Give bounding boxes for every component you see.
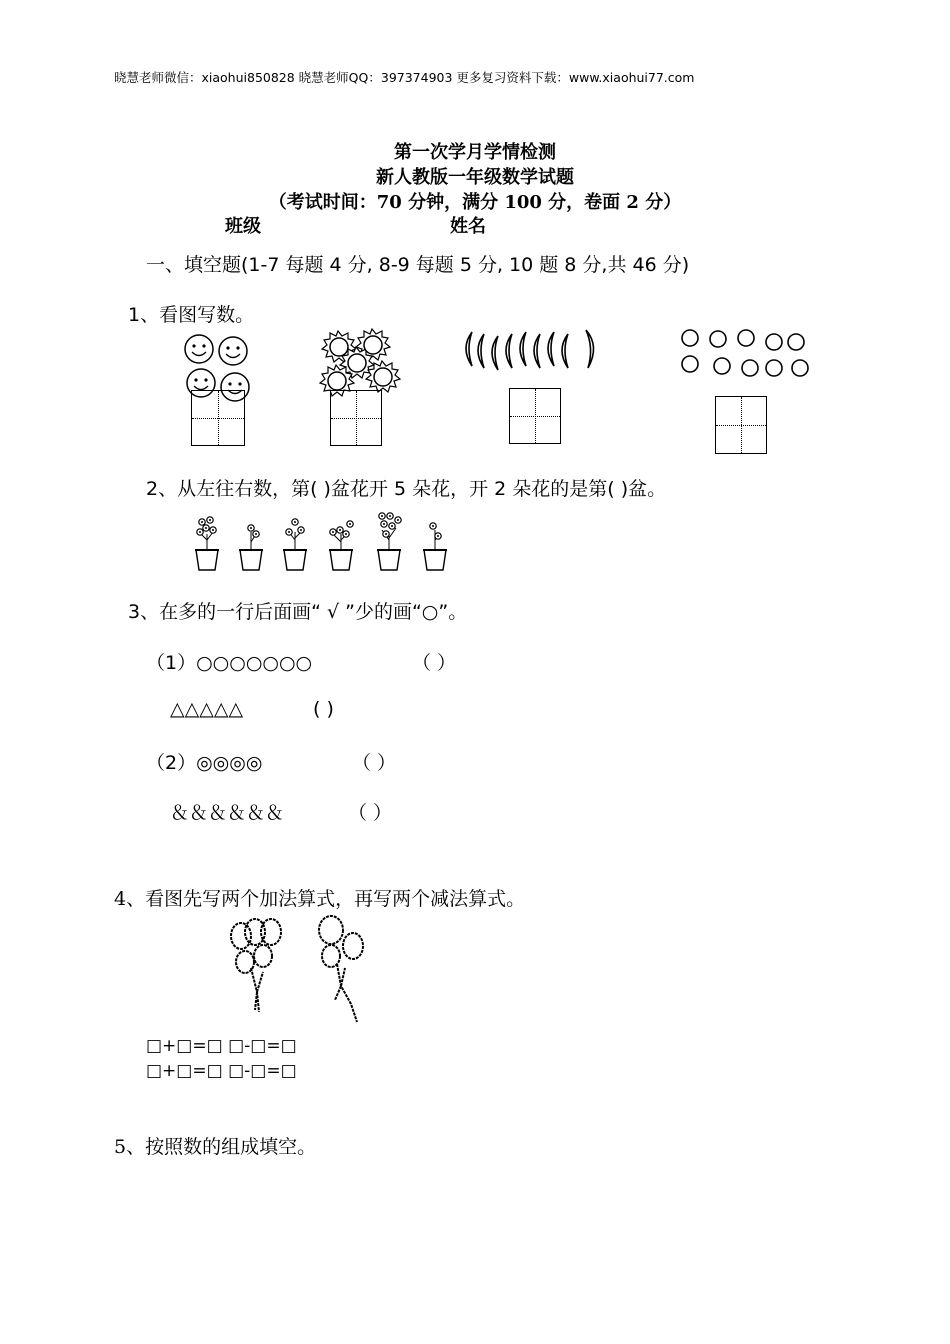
q3-row-2-label: △△△△△ bbox=[170, 698, 244, 720]
exam-info: （考试时间：70 分钟，满分 100 分，卷面 2 分） bbox=[268, 192, 682, 213]
answer-box-3[interactable] bbox=[509, 388, 561, 444]
section-heading: 一、填空题(1-7 每题 4 分, 8-9 每题 5 分, 10 题 8 分,共 46 分) bbox=[146, 254, 690, 276]
answer-box-2[interactable] bbox=[330, 390, 382, 446]
balloon-bunch-icon bbox=[225, 912, 375, 1024]
question-1: 1、看图写数。 bbox=[128, 304, 255, 326]
answer-box-1[interactable] bbox=[191, 390, 245, 446]
q3-row-3-answer[interactable]: （ ） bbox=[352, 752, 397, 774]
q3-row-1-label: （1）○○○○○○○ bbox=[146, 652, 313, 674]
question-5: 5、按照数的组成填空。 bbox=[114, 1136, 317, 1158]
q3-row-4-answer[interactable]: （ ） bbox=[348, 802, 393, 824]
q3-row-3-label: （2）◎◎◎◎ bbox=[146, 752, 263, 774]
answer-box-4[interactable] bbox=[715, 396, 767, 454]
q3-row-2-answer[interactable]: ( ) bbox=[313, 698, 334, 720]
q3-row-1-answer[interactable]: （ ） bbox=[412, 652, 457, 674]
exam-subtitle: 新人教版一年级数学试题 bbox=[376, 167, 574, 188]
crescent-moons-icon bbox=[460, 328, 600, 372]
name-label: 姓名 bbox=[450, 216, 486, 237]
page-header: 晓慧老师微信：xiaohui850828 晓慧老师QQ：397374903 更多复习资料下载：www.xiaohui77.com bbox=[114, 70, 695, 85]
question-4: 4、看图先写两个加法算式，再写两个减法算式。 bbox=[114, 888, 526, 910]
equation-row-1[interactable]: □+□=□ □-□=□ bbox=[146, 1036, 297, 1056]
question-3: 3、在多的一行后面画“ √ ”少的画“○”。 bbox=[128, 601, 468, 623]
sun-flowers-icon bbox=[316, 325, 406, 397]
q3-row-4-label: ＆＆＆＆＆＆ bbox=[170, 802, 285, 824]
equation-row-2[interactable]: □+□=□ □-□=□ bbox=[146, 1061, 297, 1081]
exam-title: 第一次学月学情检测 bbox=[394, 142, 556, 163]
circles-icon bbox=[678, 328, 810, 380]
flower-pot-icon bbox=[188, 510, 458, 574]
class-label: 班级 bbox=[225, 216, 261, 237]
question-2: 2、从左往右数，第( )盆花开 5 朵花，开 2 朵花的是第( )盆。 bbox=[146, 478, 667, 500]
